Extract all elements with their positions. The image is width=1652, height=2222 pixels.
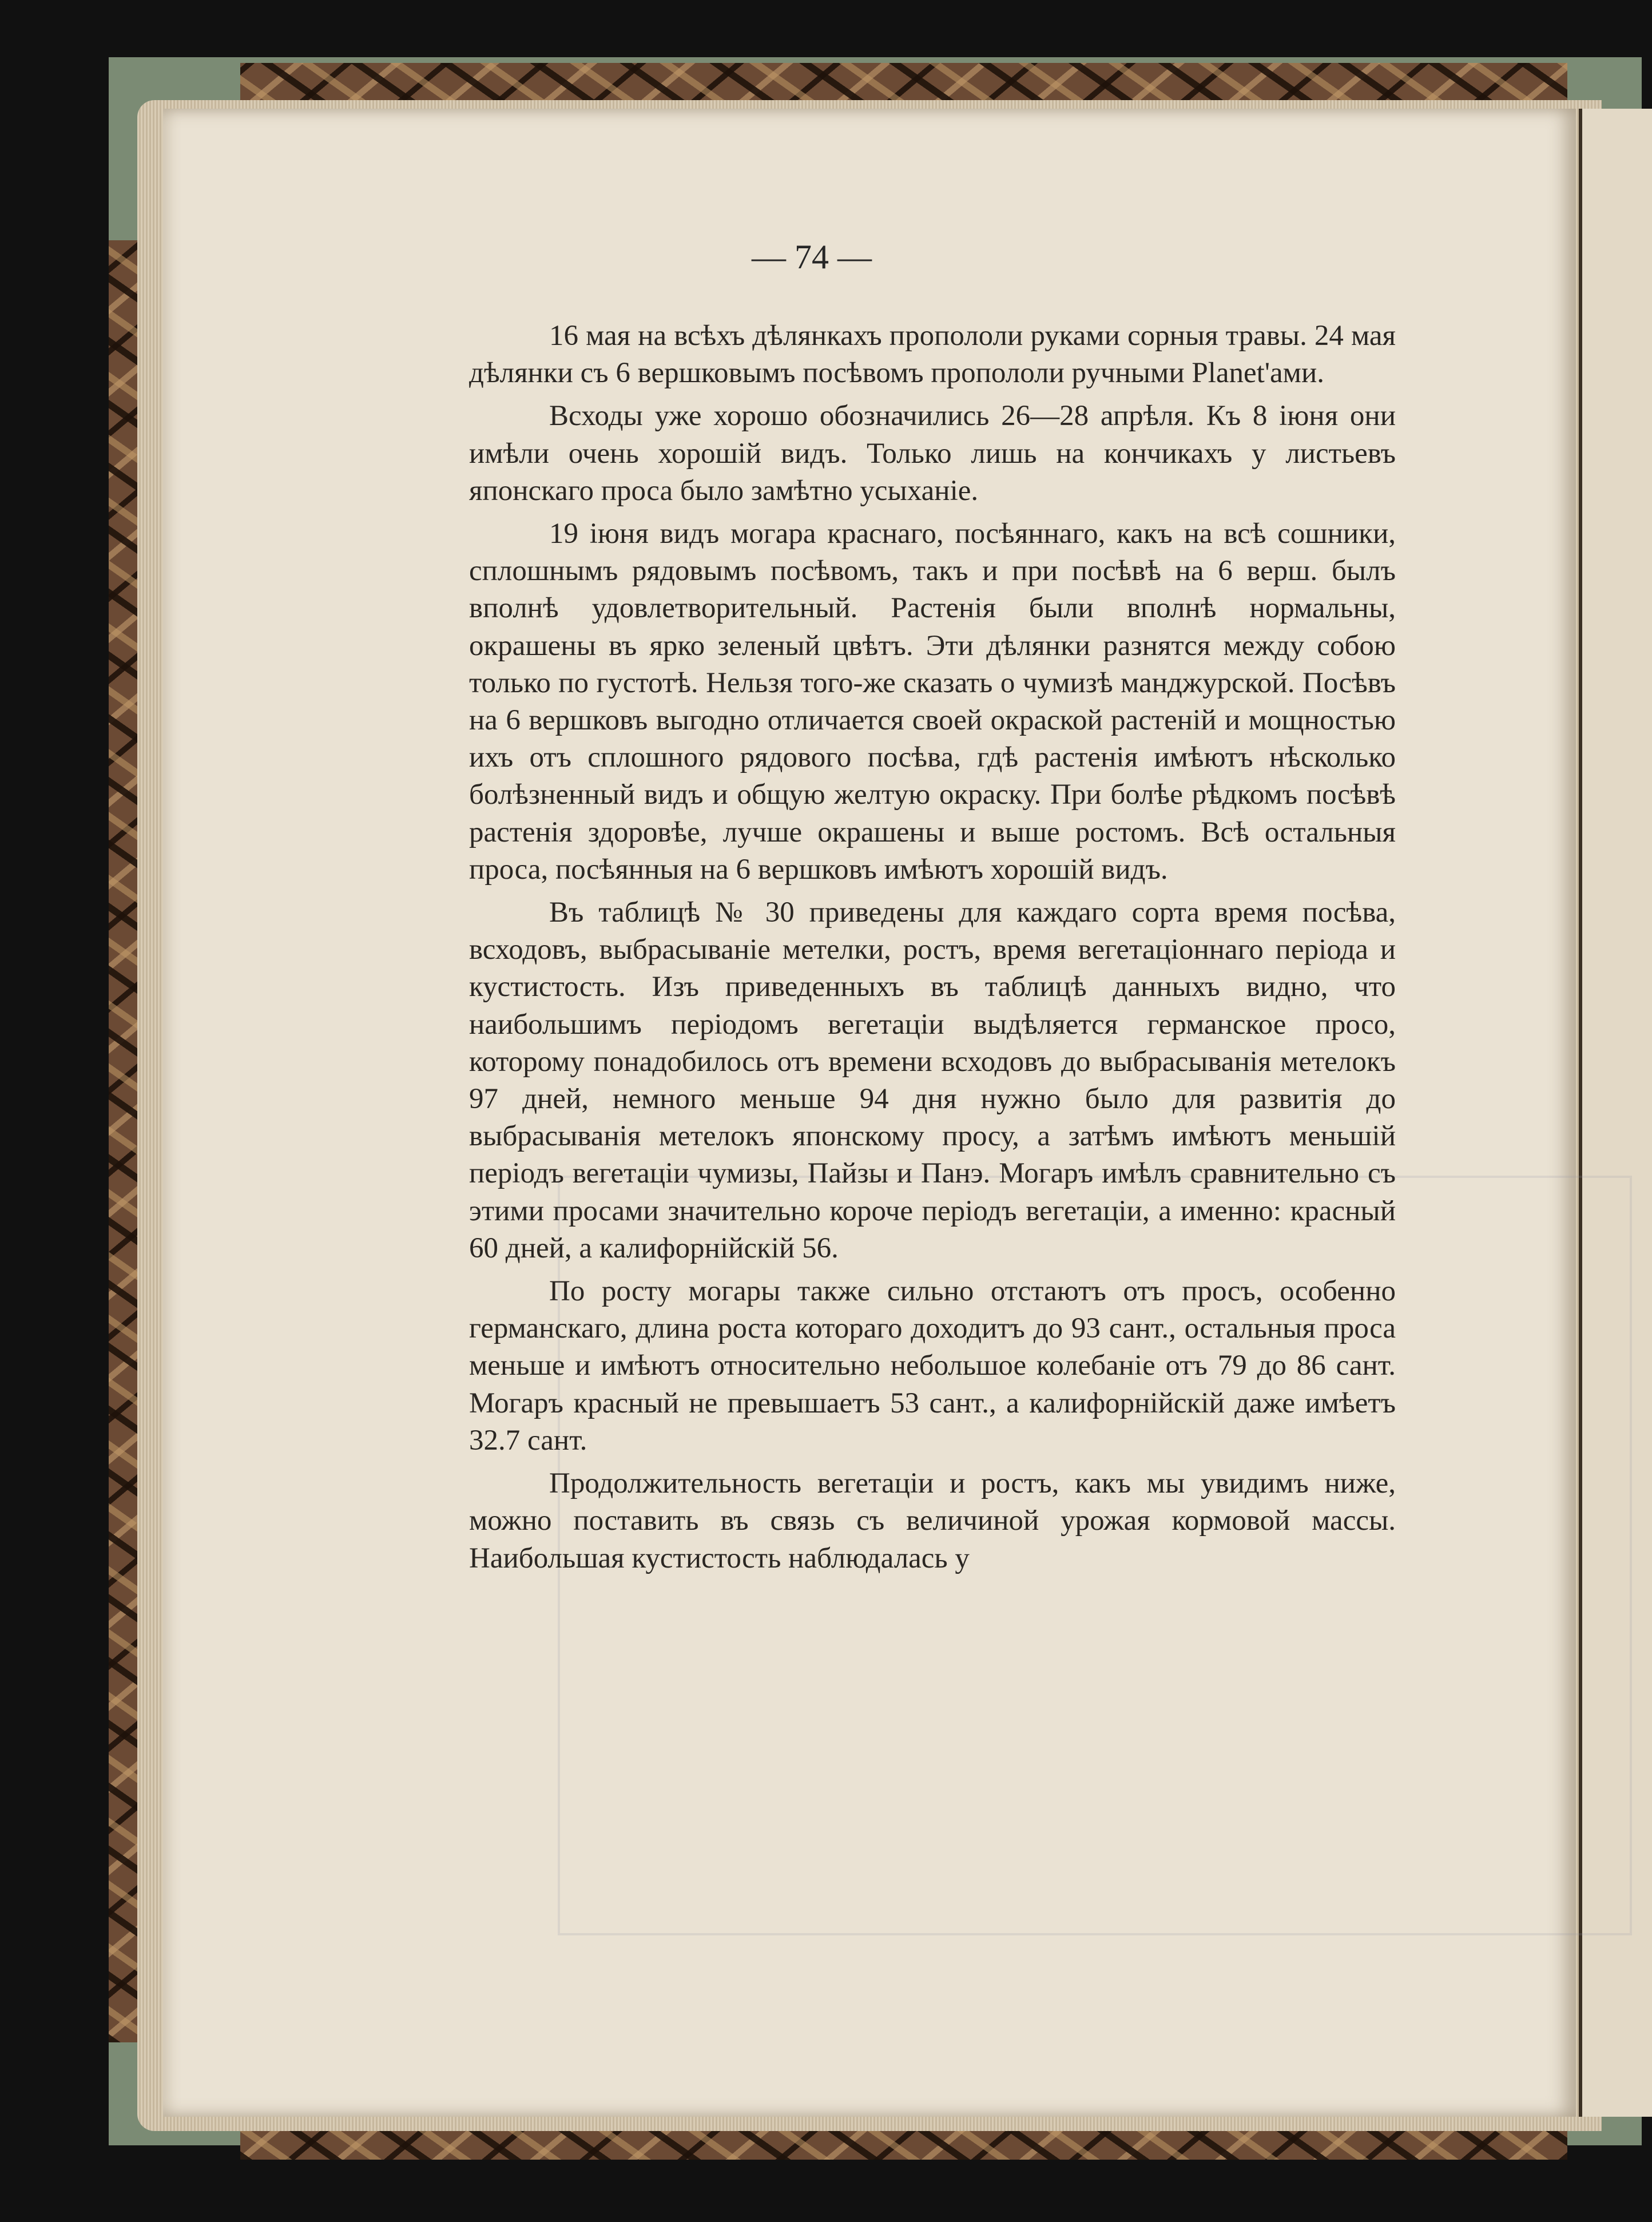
page-number: — 74 —: [752, 238, 872, 276]
paragraph: 16 мая на всѣхъ дѣлянкахъ пропололи руками сорныя травы. 24 мая дѣлянки съ 6 вершковымъ посѣвомъ пропололи ручными Planet'ами.: [469, 320, 1396, 390]
paragraph: По росту могары также сильно отстаютъ отъ просъ, особенно германскаго, длина роста котораго доходитъ до 93 сант., остальныя проса меньше и имѣютъ относительно небольшое колебаніе отъ 79 до 86 сант. Могаръ красный не превышаетъ 53 сант., а калифорнійскій даже имѣетъ 32.7 сант.: [469, 1275, 1396, 1457]
paragraph: Въ таблицѣ № 30 приведены для каждаго сорта время посѣва, всходовъ, выбрасываніе метелки, ростъ, время вегетаціоннаго періода и кустистость. Изъ приведенныхъ въ таблицѣ данныхъ видно, что наибольшимъ періодомъ вегетаціи выдѣляется германское просо, которому понадобилось отъ времени всходовъ до выбрасыванія метелокъ 97 дней, немного меньше 94 дня нужно было для развитія до выбрасыванія метелокъ японскому просу, а затѣмъ имѣютъ меньшій періодъ вегетаціи чумизы, Пайзы и Панэ. Могаръ имѣлъ сравнительно съ этими просами значительно короче періодъ вегетаціи, а именно: красный 60 дней, а калифорнійскій 56.: [469, 896, 1396, 1264]
paragraph: Продолжительность вегетаціи и ростъ, какъ мы увидимъ ниже, можно поставить въ связь съ величиной урожая кормовой массы. Наибольшая кустистость наблюдалась у: [469, 1467, 1396, 1574]
page-text: [469, 318, 1396, 1583]
paragraph: Всходы уже хорошо обозначились 26—28 апрѣля. Къ 8 іюня они имѣли очень хорошій видъ. Только лишь на кончикахъ у листьевъ японскаго проса было замѣтно усыханіе.: [469, 400, 1396, 507]
paragraph: 19 іюня видъ могара краснаго, посѣяннаго, какъ на всѣ сошники, сплошнымъ рядовымъ посѣвомъ, такъ и при посѣвѣ на 6 верш. былъ вполнѣ удовлетворительный. Растенія были вполнѣ нормальны, окрашены въ ярко зеленый цвѣтъ. Эти дѣлянки разнятся между собою только по густотѣ. Нельзя того-же сказать о чумизѣ манджурской. Посѣвъ на 6 вершковъ выгодно отличается своей окраской растеній и мощностью ихъ отъ сплошного рядового посѣва, гдѣ растенія имѣютъ нѣсколько болѣзненный видъ и общую желтую окраску. При болѣе рѣдкомъ посѣвѣ растенія здоровѣе, лучше окрашены и выше ростомъ. Всѣ остальныя проса, посѣянныя на 6 вершковъ имѣютъ хорошій видъ.: [469, 518, 1396, 886]
